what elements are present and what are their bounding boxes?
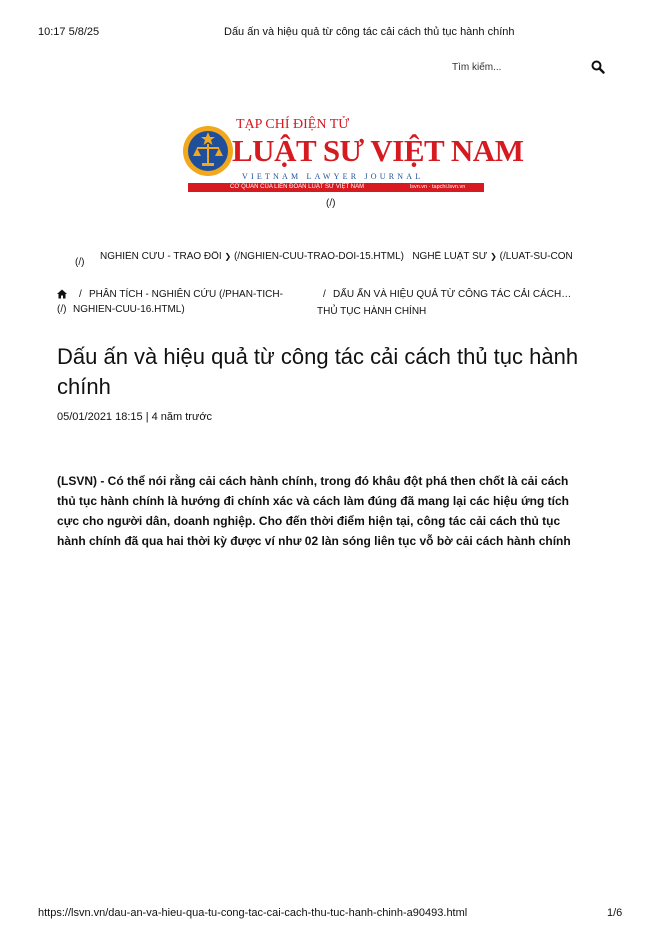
article-title-line: Dấu ấn và hiệu quả từ công tác cải cách thủ tục hành [57,344,579,369]
breadcrumb-current: DẤU ẤN VÀ HIỆU QUẢ TỪ CÔNG TÁC CẢI CÁCH… [333,289,572,300]
breadcrumb-section-link[interactable] [89,288,283,302]
print-page-number: 1/6 [607,907,623,919]
logo-main-title: LUẬT SƯ VIỆT NAM [232,133,524,168]
chevron-down-icon: ❯ [490,252,497,261]
logo-tagline: CƠ QUAN CỦA LIÊN ĐOÀN LUẬT SƯ VIỆT NAM [230,184,365,190]
breadcrumb-section-href: (/PHAN-TICH- [219,289,283,300]
article-lead-line: thủ tục hành chính là hướng đi chính xác và cách làm đúng đã mang lại các hiệu ứng tích [57,494,569,508]
article-title [57,342,617,402]
nav-home-link[interactable]: (/) [75,257,85,268]
print-url[interactable]: https://lsvn.vn/dau-an-va-hieu-qua-tu-cong-tac-cai-cach-thu-tuc-hanh-chinh-a90493.html [38,907,468,919]
search-icon[interactable] [591,60,605,74]
print-datetime: 10:17 5/8/25 [38,26,100,38]
article-lead-line: cực cho người dân, doanh nghiệp. Cho đến thời điểm hiện tại, công tác cải cách thủ tục [57,514,561,528]
nav-item-href: (/NGHIEN-CUU-TRAO-DOI-15.HTML) [233,251,404,262]
nav-item-href: (/LUAT-SU-CON [499,251,573,262]
article-lead-line: hành chính đã qua hai thời kỳ được ví như 02 làn sóng liên tục vỗ bờ cải cách hành chính [57,534,571,548]
logo-home-link[interactable]: (/) [326,198,336,209]
breadcrumb-section-label: PHÂN TÍCH - NGHIÊN CỨU [89,289,217,300]
breadcrumb-current-cont: THỦ TỤC HÀNH CHÍNH [317,306,427,317]
breadcrumb-section-href-cont[interactable]: NGHIEN-CUU-16.HTML) [73,304,185,315]
nav-item-nghien-cuu[interactable] [100,251,407,262]
breadcrumb-separator: / [323,289,326,300]
breadcrumb-home-link[interactable]: (/) [57,304,67,315]
article-meta [57,411,212,423]
breadcrumb-separator: / [79,289,82,300]
chevron-down-icon: ❯ [224,252,232,261]
print-page-title: Dấu ấn và hiệu quả từ công tác cải cách thủ tục hành chính [224,26,515,38]
nav-item-label: NGHỀ LUẬT SƯ [412,251,488,262]
logo-top-line: TẠP CHÍ ĐIỆN TỬ [236,117,350,132]
logo-subtitle: VIETNAM LAWYER JOURNAL [242,172,424,181]
site-logo[interactable] [182,117,524,195]
nav-item-label: NGHIÊN CỨU - TRAO ĐỔI [100,251,222,262]
logo-website: lsvn.vn · tapchi.lsvn.vn [410,184,466,190]
search-input[interactable]: Tìm kiếm... [452,62,502,73]
article-age: | 4 năm trước [145,411,213,423]
home-icon[interactable] [57,289,67,299]
article-lead [57,471,609,551]
article-date: 05/01/2021 18:15 [57,411,143,423]
article-title-line: chính [57,374,111,399]
nav-item-nghe-luat-su[interactable] [412,251,572,262]
article-lead-line: (LSVN) - Có thể nói rằng cải cách hành chính, trong đó khâu đột phá then chốt là cải cách [57,474,569,488]
main-nav [100,251,622,262]
